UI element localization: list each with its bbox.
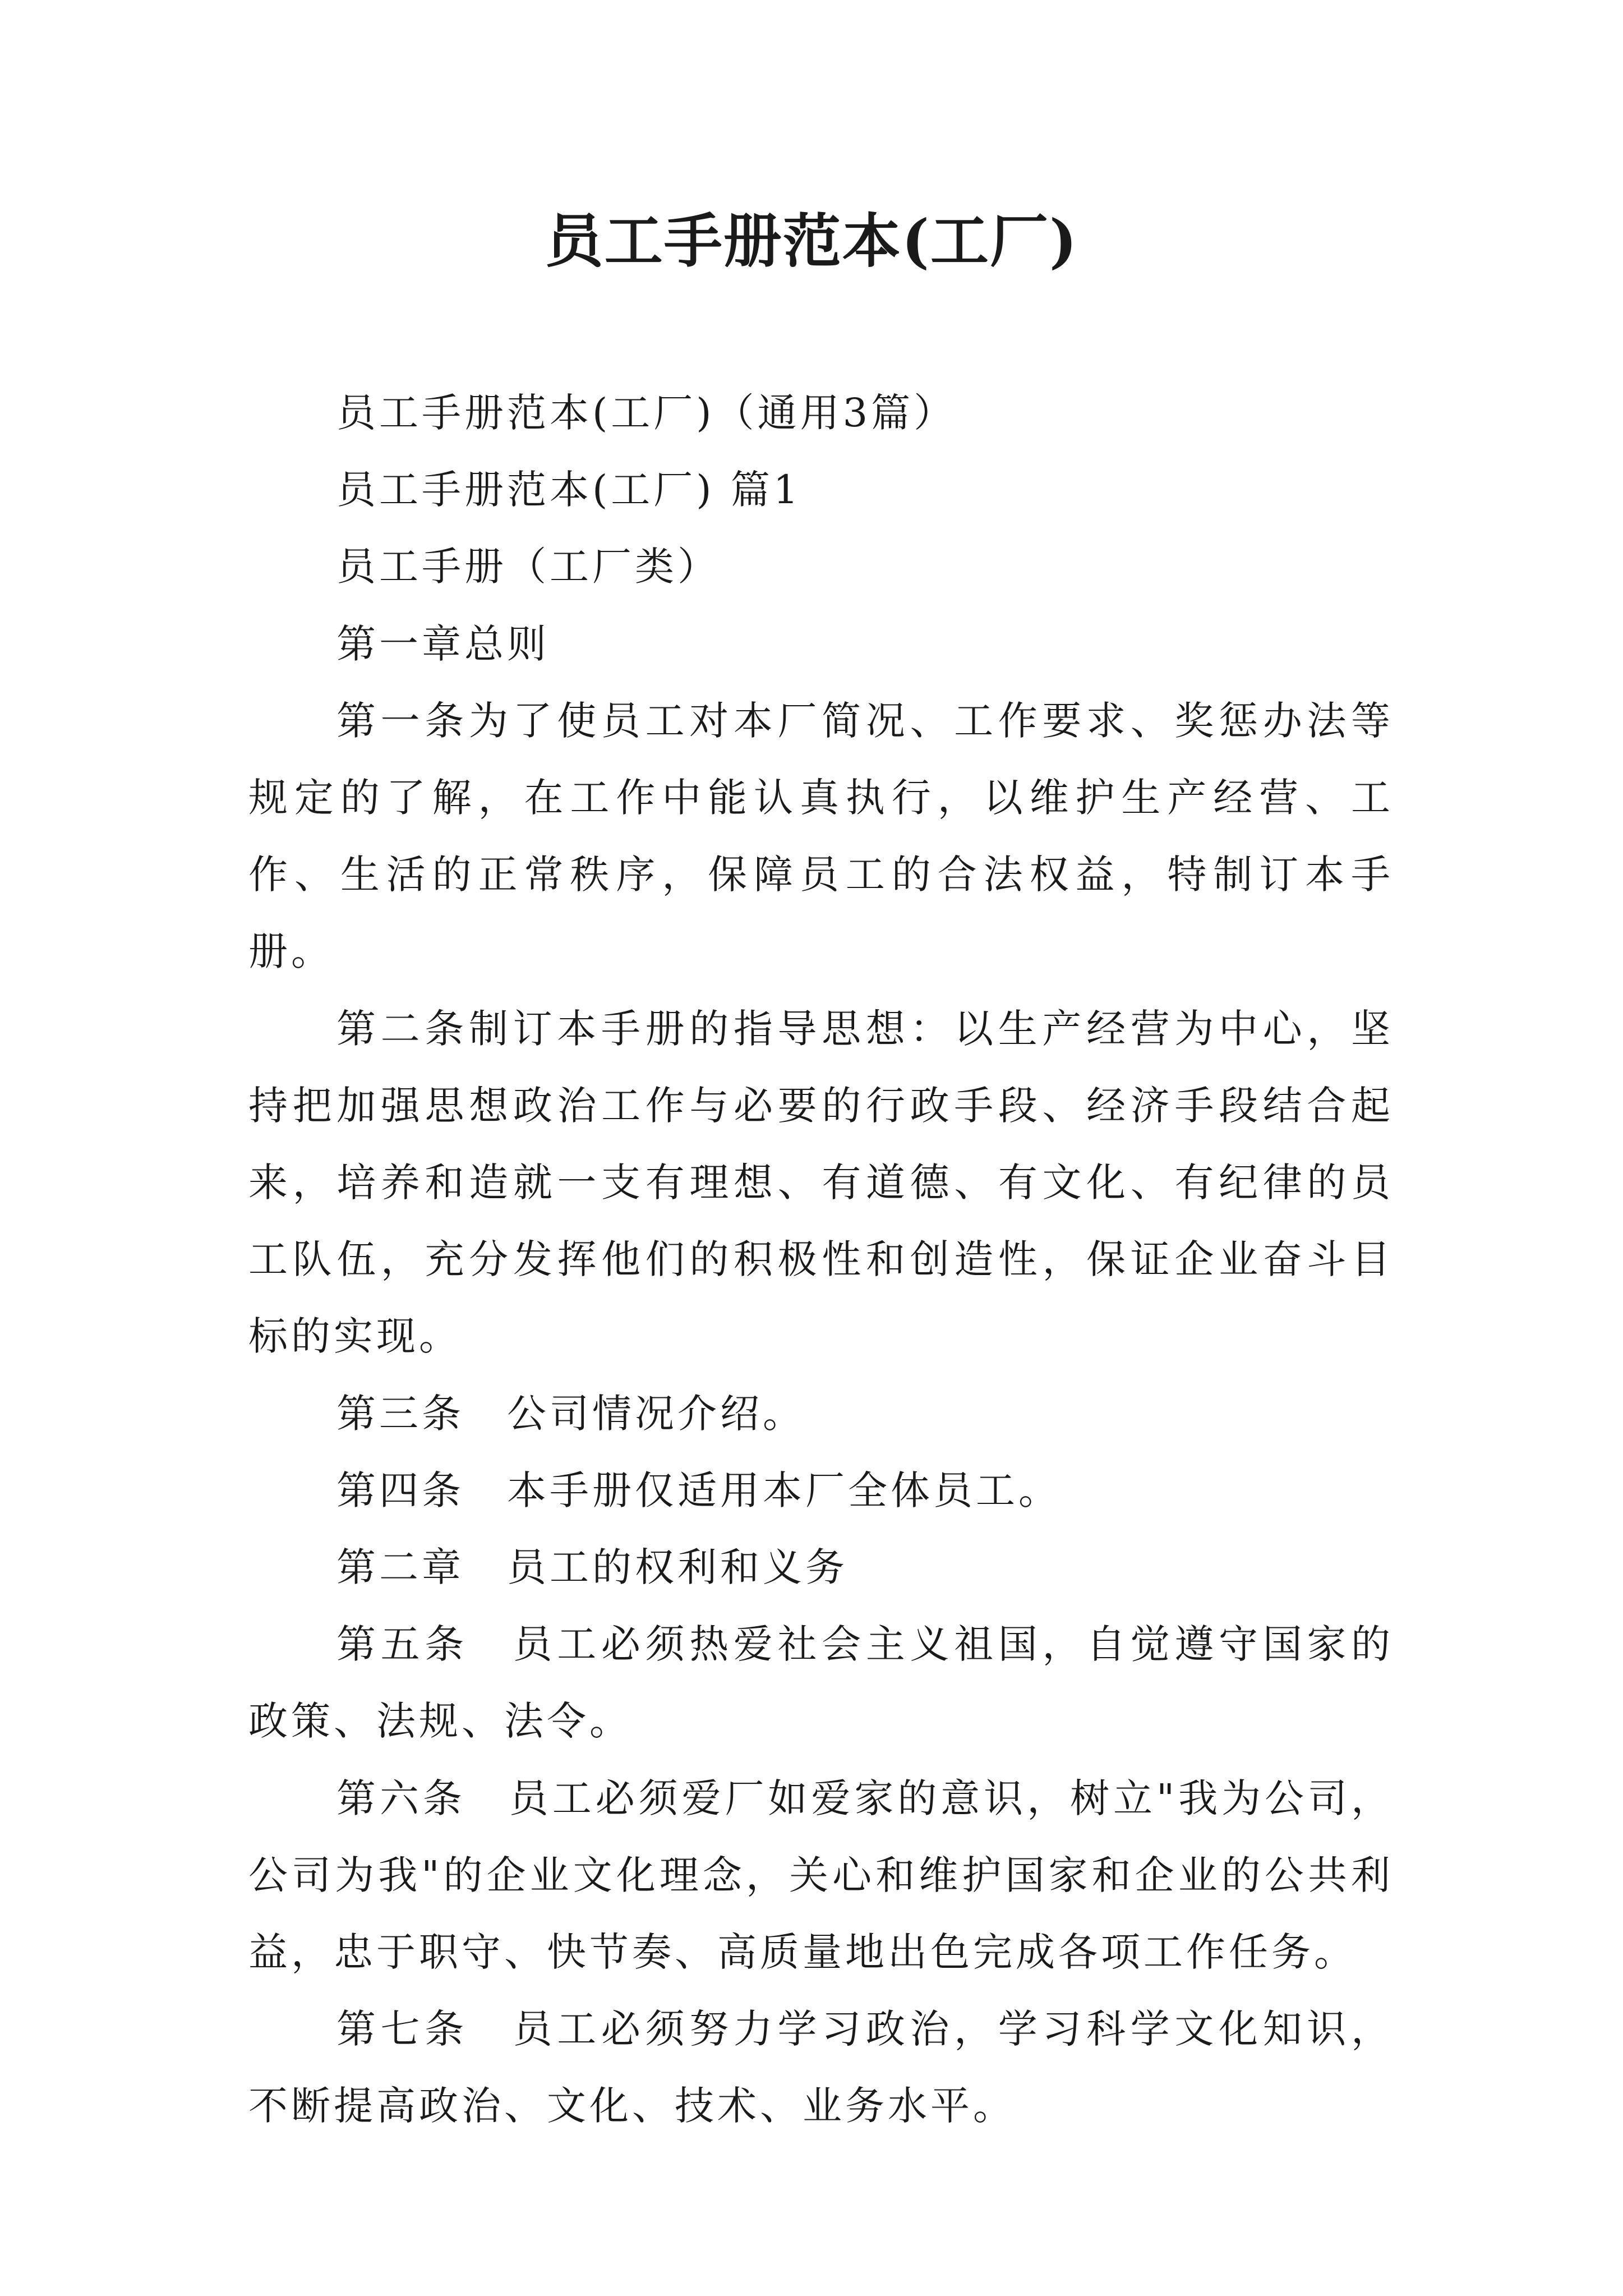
paragraph-article-7: 第七条 员工必须努力学习政治，学习科学文化知识，不断提高政治、文化、技术、业务水平。 <box>248 2006 1394 2129</box>
paragraph-chapter-1: 第一章总则 <box>336 620 550 667</box>
paragraph-article-4: 第四条 本手册仅适用本厂全体员工。 <box>336 1467 1061 1513</box>
paragraph-part-heading: 员工手册范本(工厂) 篇1 <box>336 467 802 513</box>
document-title: 员工手册范本(工厂) <box>545 206 1078 275</box>
paragraph-article-3: 第三条 公司情况介绍。 <box>336 1390 805 1437</box>
paragraph-article-6: 第六条 员工必须爱厂如爱家的意识，树立"我为公司，公司为我"的企业文化理念，关心和维护国家和企业的公共利益，忠于职守、快节奏、高质量地出色完成各项工作任务。 <box>248 1775 1394 1976</box>
paragraph-chapter-2: 第二章 员工的权利和义务 <box>336 1544 848 1591</box>
paragraph-handbook-heading: 员工手册（工厂类） <box>336 544 720 590</box>
paragraph-article-5: 第五条 员工必须热爱社会主义祖国，自觉遵守国家的政策、法规、法令。 <box>248 1621 1394 1745</box>
paragraph-article-2: 第二条制订本手册的指导思想：以生产经营为中心，坚持把加强思想政治工作与必要的行政手段、经济手段结合起来，培养和造就一支有理想、有道德、有文化、有纪律的员工队伍，充分发挥他们的积极性和创造性，保证企业奋斗目标的实现。 <box>248 1005 1394 1360</box>
paragraph-article-1: 第一条为了使员工对本厂简况、工作要求、奖惩办法等规定的了解，在工作中能认真执行，以维护生产经营、工作、生活的正常秩序，保障员工的合法权益，特制订本手册。 <box>248 697 1394 975</box>
paragraph-series-title: 员工手册范本(工厂)（通用3篇） <box>336 390 957 436</box>
document-body <box>248 375 1394 2145</box>
